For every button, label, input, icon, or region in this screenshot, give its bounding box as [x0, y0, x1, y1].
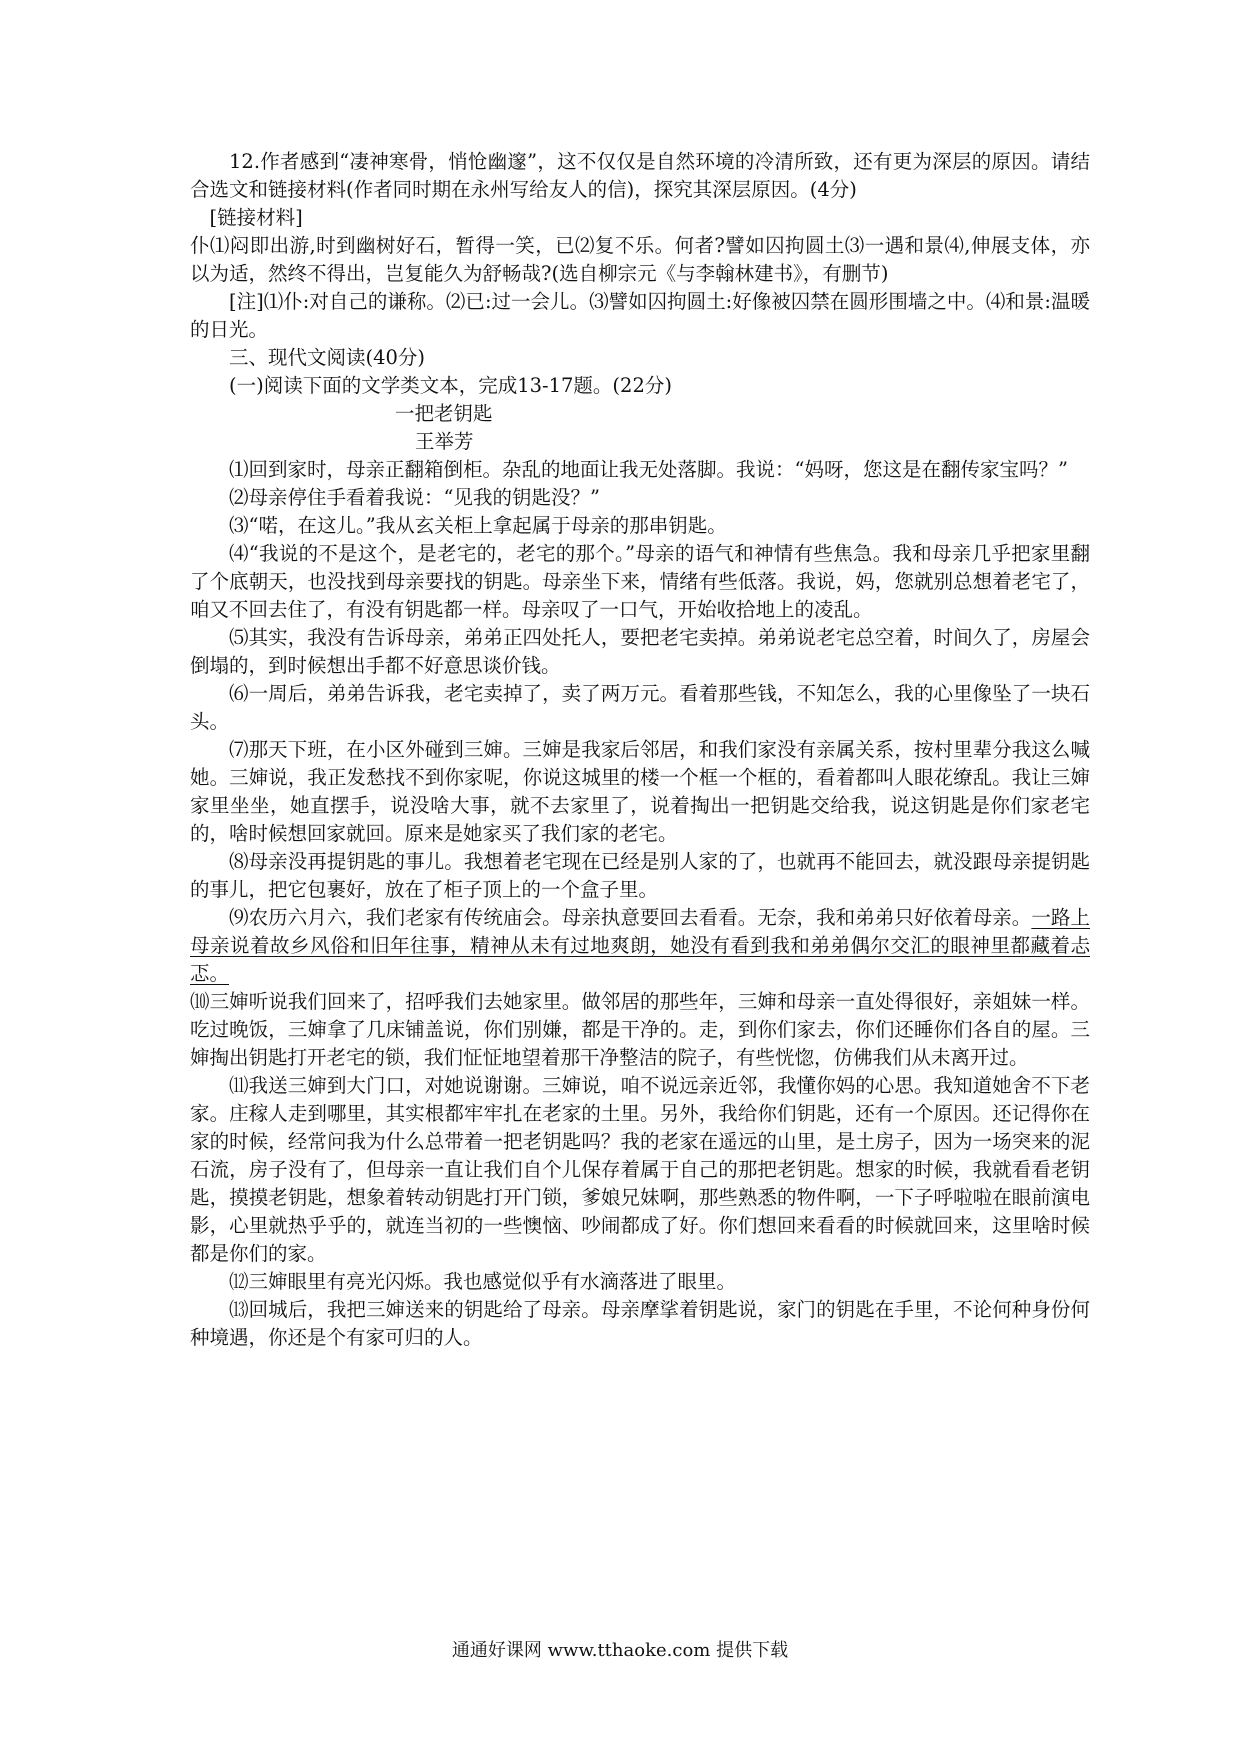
section-3-subheading: (一)阅读下面的文学类文本，完成13-17题。(22分): [229, 374, 672, 397]
link-material-heading: [链接材料]: [209, 206, 303, 229]
footer-source-line: 通通好课网 www.tthaoke.com 提供下载: [451, 1640, 789, 1661]
question-12: 12.作者感到“凄神寒骨，悄怆幽邃”，这不仅仅是自然环境的冷清所致，还有更为深层的原因。请结合选文和链接材料(作者同时期在永州写给友人的信)，探究其深层原因。(4分): [190, 150, 1090, 201]
story-paragraph-8: ⑻母亲没再提钥匙的事儿。我想着老宅现在已经是别人家的了，也就再不能回去，就没跟母亲提钥匙的事儿，把它包裹好，放在了柜子顶上的一个盒子里。: [190, 850, 1090, 901]
document-body: [190, 148, 1090, 1352]
story-paragraph-13: ⒀回城后，我把三婶送来的钥匙给了母亲。母亲摩挲着钥匙说，家门的钥匙在手里，不论何种身份何种境遇，你还是个有家可归的人。: [190, 1298, 1090, 1349]
story-paragraph-10: ⑽三婶听说我们回来了，招呼我们去她家里。做邻居的那些年，三婶和母亲一直处得很好，亲姐妹一样。吃过晚饭，三婶拿了几床铺盖说，你们别嫌，都是干净的。走，到你们家去，你们还睡你们各自的屋。三婶掏出钥匙打开老宅的锁，我们怔怔地望着那干净整洁的院子，有些恍惚，仿佛我们从未离开过。: [190, 990, 1090, 1069]
story-paragraph-7: ⑺那天下班，在小区外碰到三婶。三婶是我家后邻居，和我们家没有亲属关系，按村里辈分我这么喊她。三婶说，我正发愁找不到你家呢，你说这城里的楼一个框一个框的，看着都叫人眼花缭乱。我让三婶家里坐坐，她直摆手，说没啥大事，就不去家里了，说着掏出一把钥匙交给我，说这钥匙是你们家老宅的，啥时候想回家就回。原来是她家买了我们家的老宅。: [190, 738, 1090, 845]
story-paragraph-5: ⑸其实，我没有告诉母亲，弟弟正四处托人，要把老宅卖掉。弟弟说老宅总空着，时间久了，房屋会倒塌的，到时候想出手都不好意思谈价钱。: [190, 626, 1090, 677]
link-material-body: 仆⑴闷即出游,时到幽树好石，暂得一笑，已⑵复不乐。何者?譬如囚拘圆土⑶一遇和景⑷,伸展支体，亦以为适，然终不得出，岂复能久为舒畅哉?(选自柳宗元《与李翰林建书》，有删节): [190, 234, 1090, 285]
story-paragraph-9-underlined-sentence: 一路上母亲说着故乡风俗和旧年往事，精神从未有过地爽朗，她没有看到我和弟弟偶尔交汇的眼神里都藏着忐忑。: [190, 906, 1090, 985]
story-paragraph-11: ⑾我送三婶到大门口，对她说谢谢。三婶说，咱不说远亲近邻，我懂你妈的心思。我知道她舍不下老家。庄稼人走到哪里，其实根都牢牢扎在老家的土里。另外，我给你们钥匙，还有一个原因。还记得你在家的时候，经常问我为什么总带着一把老钥匙吗？我的老家在遥远的山里，是土房子，因为一场突来的泥石流，房子没有了，但母亲一直让我们自个儿保存着属于自己的那把老钥匙。想家的时候，我就看看老钥匙，摸摸老钥匙，想象着转动钥匙打开门锁，爹娘兄妹啊，那些熟悉的物件啊，一下子呼啦啦在眼前演电影，心里就热乎乎的，就连当初的一些懊恼、吵闹都成了好。你们想回来看看的时候就回来，这里啥时候都是你们的家。: [190, 1074, 1090, 1265]
story-paragraph-1: ⑴回到家时，母亲正翻箱倒柜。杂乱的地面让我无处落脚。我说：“妈呀，您这是在翻传家宝吗？”: [229, 458, 1068, 481]
story-paragraph-2: ⑵母亲停住手看着我说：“见我的钥匙没？”: [229, 486, 600, 509]
story-author: 王举芳: [415, 430, 474, 453]
story-paragraph-6: ⑹一周后，弟弟告诉我，老宅卖掉了，卖了两万元。看着那些钱，不知怎么，我的心里像坠了一块石头。: [190, 682, 1090, 733]
story-paragraph-12: ⑿三婶眼里有亮光闪烁。我也感觉似乎有水滴落进了眼里。: [229, 1270, 737, 1293]
story-paragraph-4: ⑷“我说的不是这个，是老宅的，老宅的那个。”母亲的语气和神情有些焦急。我和母亲几乎把家里翻了个底朝天，也没找到母亲要找的钥匙。母亲坐下来，情绪有些低落。我说，妈，您就别总想着老宅了，咱又不回去住了，有没有钥匙都一样。母亲叹了一口气，开始收拾地上的凌乱。: [190, 542, 1090, 621]
story-paragraph-3: ⑶“喏，在这儿。”我从玄关柜上拿起属于母亲的那串钥匙。: [229, 514, 727, 537]
story-paragraph-9: [190, 904, 1090, 988]
story-paragraph-9-text: ⑼农历六月六，我们老家有传统庙会。母亲执意要回去看看。无奈，我和弟弟只好依着母亲。: [229, 906, 1032, 929]
section-3-heading: 三、现代文阅读(40分): [229, 346, 426, 369]
story-title: 一把老钥匙: [395, 402, 493, 425]
link-material-note: [注]⑴仆:对自己的谦称。⑵已:过一会儿。⑶譬如囚拘圆土:好像被囚禁在圆形围墙之中。⑷和景:温暖的日光。: [190, 290, 1090, 341]
